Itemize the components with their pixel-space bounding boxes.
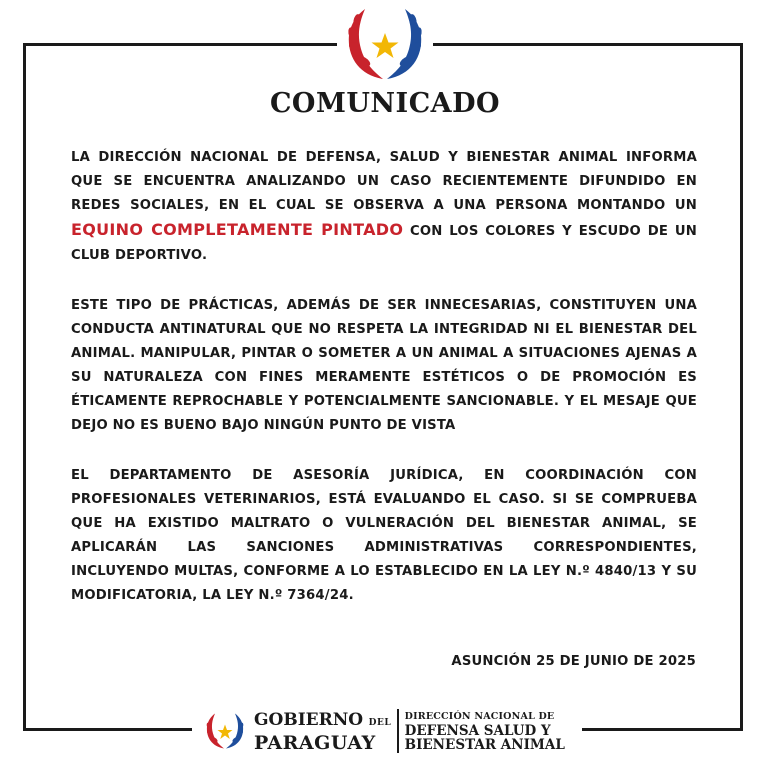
agency-line-3: BIENESTAR ANIMAL — [404, 737, 565, 753]
gobierno-wordmark — [254, 710, 391, 753]
paragraph-3: EL DEPARTAMENTO DE ASESORÍA JURÍDICA, EN COORDINACIÓN CON PROFESIONALES VETERINARIOS, ESTÁ EVALUANDO EL CASO. SI SE COMPRUEBA QUE HA EXISTIDO MALTRATO O VULNERACIÓN DEL BIENESTAR ANIMAL, SE APLICARÁN LAS SANCIONES ADMINISTRATIVAS CORRESPONDIENTES, INCLUYENDO MULTAS, CONFORME A LO ESTABLECIDO EN LA LEY N.º 4840/13 Y SU MODIFICATORIA, LA LEY N.º 7364/24. — [71, 468, 697, 603]
gobierno-label: GOBIERNO — [254, 709, 364, 730]
page-title: COMUNICADO — [269, 88, 501, 119]
date-line: ASUNCIÓN 25 DE JUNIO DE 2025 — [451, 654, 696, 669]
footer-logo — [192, 700, 582, 762]
agency-wordmark — [405, 710, 565, 752]
paraguay-label: PARAGUAY — [254, 731, 376, 754]
highlighted-phrase: EQUINO COMPLETAMENTE PINTADO — [71, 220, 404, 239]
paragraph-1-start: LA DIRECCIÓN NACIONAL DE DEFENSA, SALUD Y BIENESTAR ANIMAL INFORMA QUE SE ENCUENTRA ANALIZANDO UN CASO RECIENTEMENTE DIFUNDIDO EN REDES SOCIALES, EN EL CUAL SE OBSERVA A UNA PERSONA MONTANDO UN — [71, 150, 697, 213]
agency-line-1: DIRECCIÓN NACIONAL DE — [404, 711, 555, 722]
national-seal-icon — [337, 4, 433, 84]
agency-line-2: DEFENSA SALUD Y — [404, 723, 551, 739]
government-seal-icon — [202, 709, 248, 753]
seal-wreath-icon — [339, 5, 431, 83]
communique-body — [71, 146, 697, 634]
paragraph-1 — [71, 146, 697, 268]
del-label: DEL — [368, 717, 392, 728]
footer-divider — [397, 709, 399, 753]
paragraph-2: ESTE TIPO DE PRÁCTICAS, ADEMÁS DE SER INNECESARIAS, CONSTITUYEN UNA CONDUCTA ANTINATURAL QUE NO RESPETA LA INTEGRIDAD NI EL BIENESTAR DEL ANIMAL. MANIPULAR, PINTAR O SOMETER A UN ANIMAL A SITUACIONES AJENAS A SU NATURALEZA CON FINES MERAMENTE ESTÉTICOS O DE PROMOCIÓN ES ÉTICAMENTE REPROCHABLE Y POTENCIALMENTE SANCIONABLE. Y EL MESAJE QUE DEJO NO ES BUENO BAJO NINGÚN PUNTO DE VISTA — [71, 298, 697, 433]
paragraph-1-end: CON LOS COLORES Y ESCUDO DE UN CLUB DEPORTIVO. — [71, 224, 697, 263]
